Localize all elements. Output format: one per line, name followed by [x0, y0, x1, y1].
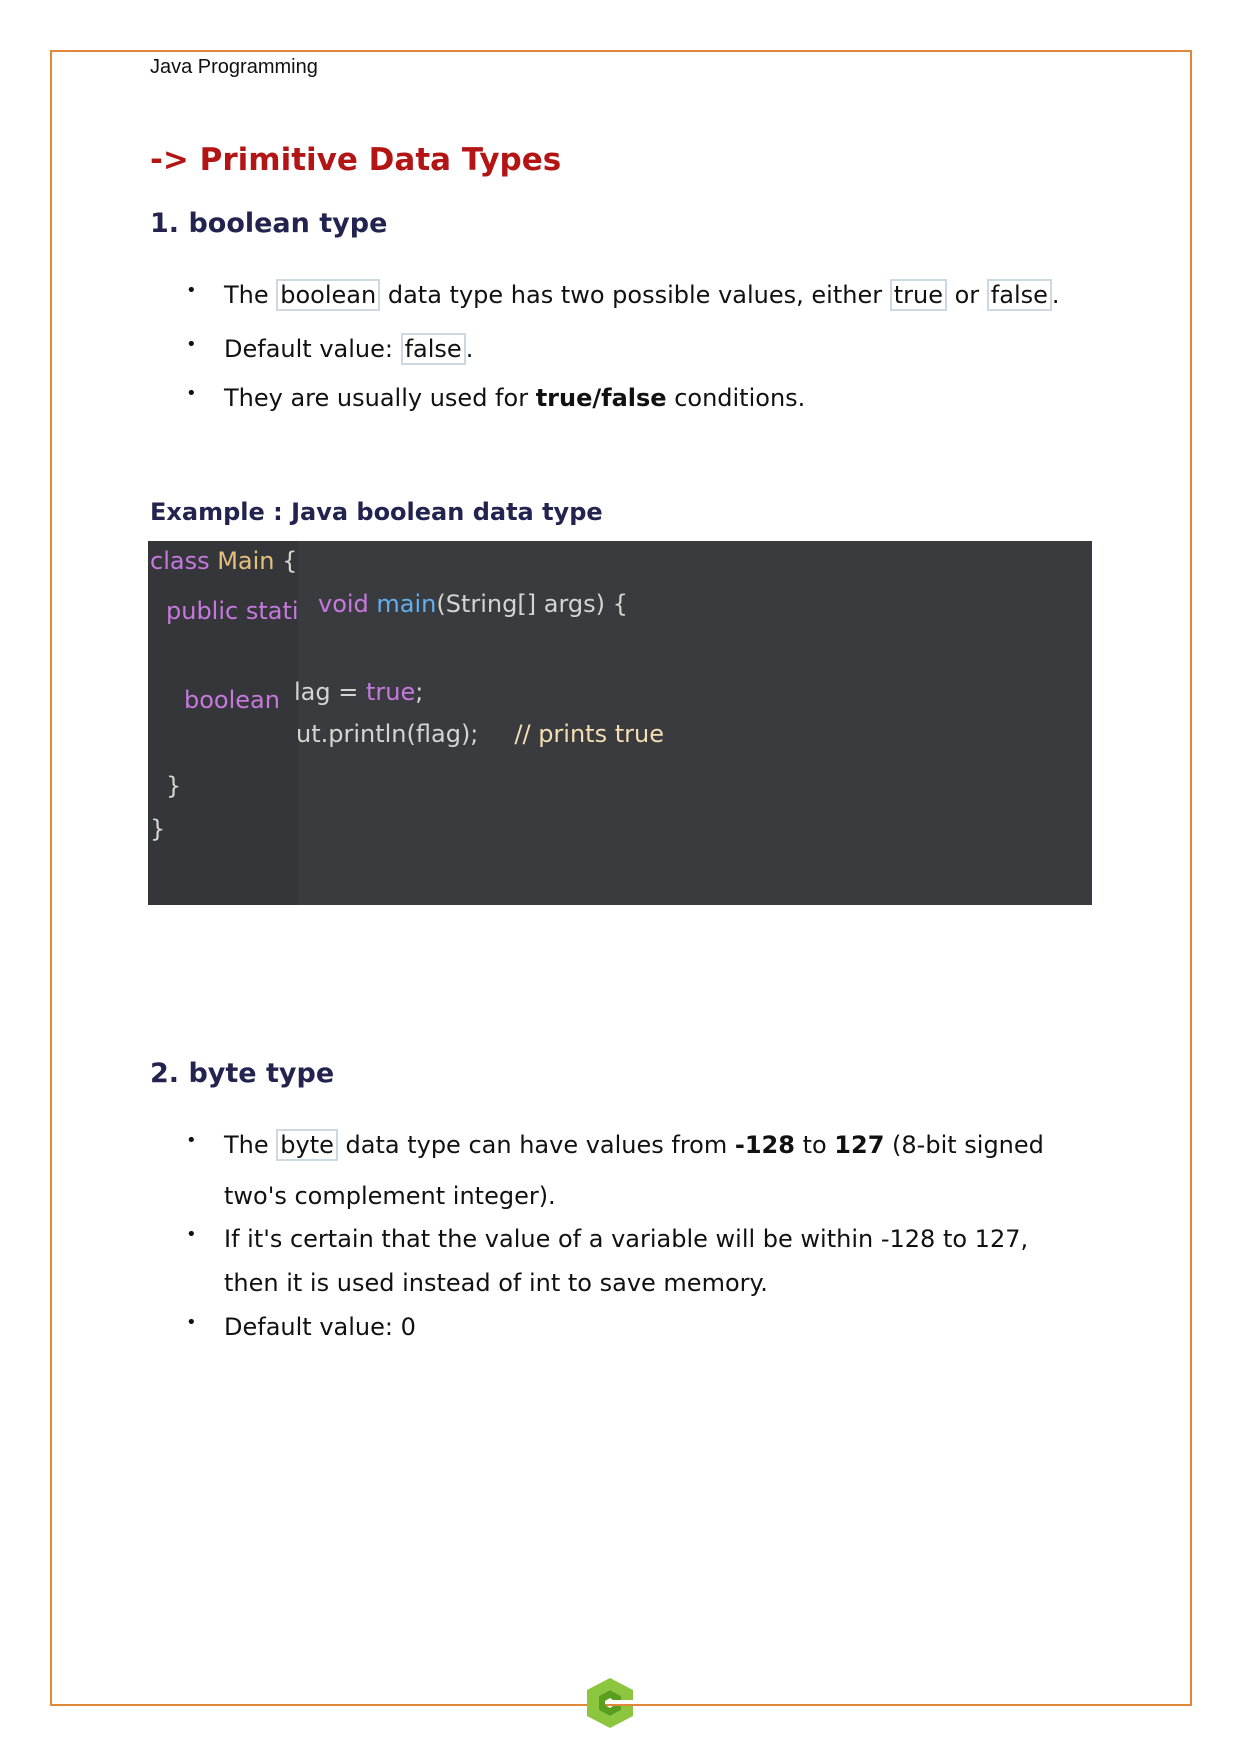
section-title-byte: 2. byte type [150, 1058, 335, 1089]
list-item: • Default value: false . [186, 334, 474, 363]
bullet-icon: • [186, 383, 197, 404]
code-line-4: ut.println(flag); // prints true [296, 720, 664, 748]
running-header: Java Programming [150, 56, 318, 78]
bullet-icon: • [186, 334, 197, 355]
list-item-continuation: two's complement integer). [224, 1182, 556, 1210]
inline-code: false [987, 279, 1052, 311]
inline-code: byte [276, 1129, 338, 1161]
inline-code: false [401, 333, 466, 365]
page-title: -> Primitive Data Types [150, 142, 562, 178]
example-title: Example : Java boolean data type [150, 498, 603, 526]
code-line-6: } [150, 815, 166, 843]
list-item: • The byte data type can have values from -128 to 127 (8-bit signed [186, 1130, 1044, 1159]
list-item: • Default value: 0 [186, 1312, 416, 1341]
code-line-3a: boolean [184, 686, 280, 714]
code-line-5: } [166, 772, 182, 800]
code-line-1: class Main { [150, 547, 298, 575]
list-item: • If it's certain that the value of a variable will be within -128 to 127, [186, 1224, 1029, 1253]
code-line-2a: public stati [166, 597, 299, 625]
bullet-icon: • [186, 280, 197, 301]
inline-code: true [890, 279, 947, 311]
code-gutter [148, 541, 298, 905]
inline-code: boolean [276, 279, 380, 311]
bullet-icon: • [186, 1224, 197, 1245]
section-title-boolean: 1. boolean type [150, 208, 388, 239]
green-c-logo-icon [583, 1676, 637, 1730]
list-item-continuation: then it is used instead of int to save memory. [224, 1269, 768, 1297]
bullet-icon: • [186, 1312, 197, 1333]
code-line-2b: void main(String[] args) { [318, 590, 628, 618]
bullet-icon: • [186, 1130, 197, 1151]
list-item: • The boolean data type has two possible values, either true or false . [186, 280, 1060, 309]
list-item: • They are usually used for true/false conditions. [186, 383, 806, 412]
code-line-3b: lag = true; [294, 678, 424, 706]
